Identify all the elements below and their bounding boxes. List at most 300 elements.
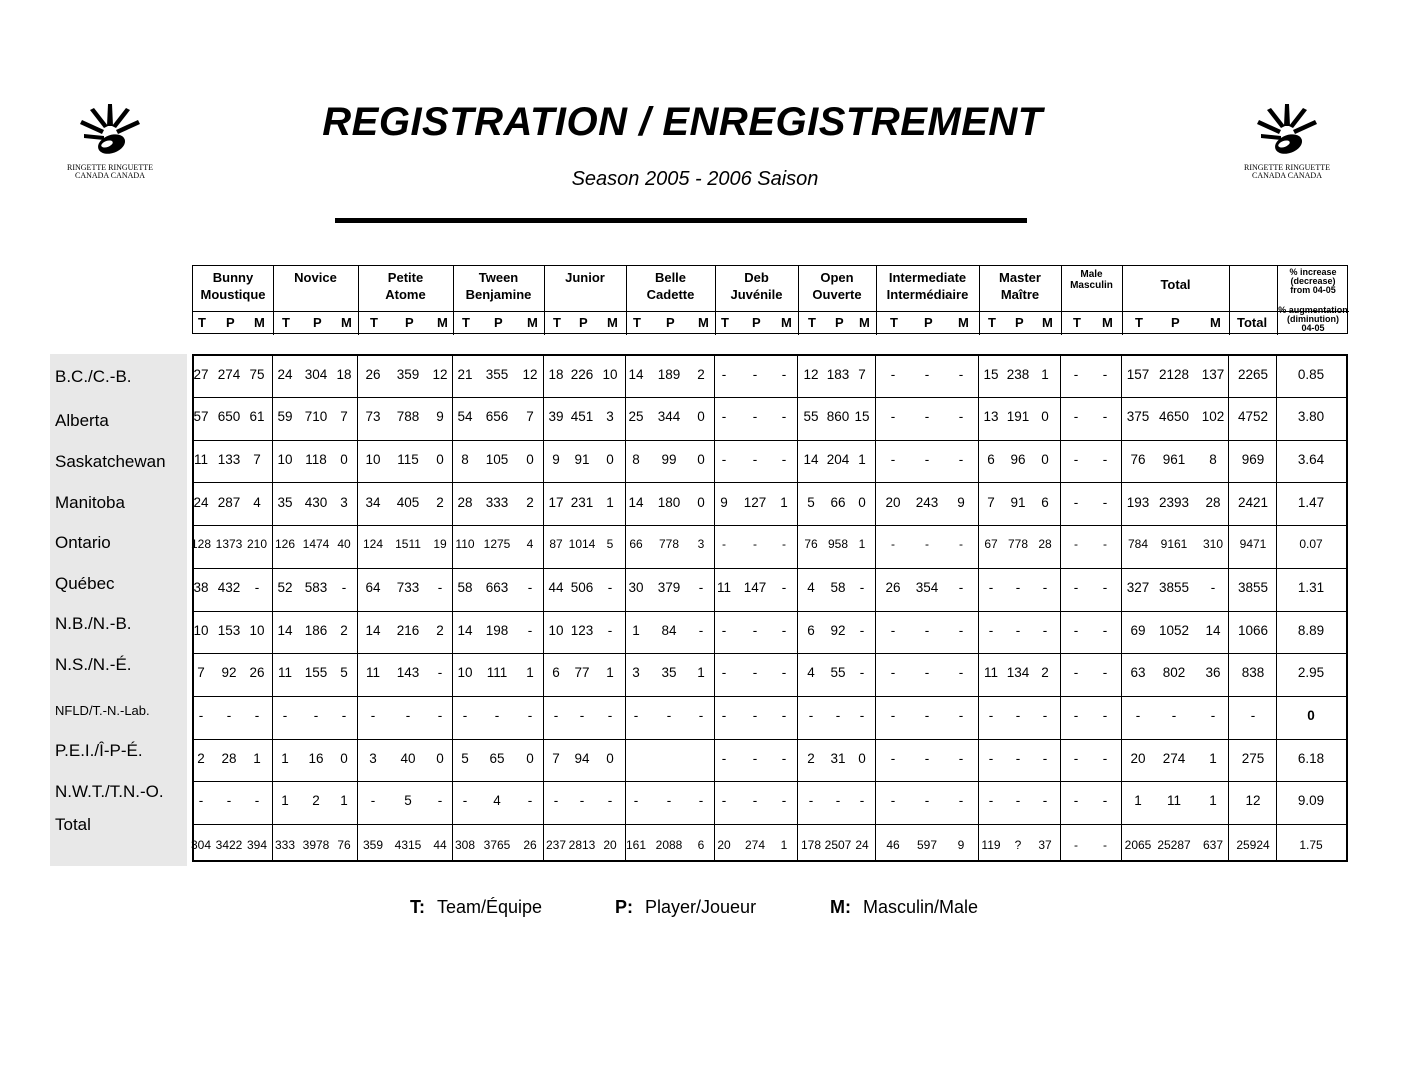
table-cell: 12 bbox=[1245, 793, 1261, 808]
table-cell: 226 bbox=[570, 367, 594, 382]
table-cell: 860 bbox=[826, 409, 850, 424]
subcolumn-header: P bbox=[752, 315, 761, 330]
table-cell: - bbox=[1073, 793, 1079, 808]
table-cell: 128 bbox=[190, 537, 212, 551]
table-cell: 44 bbox=[433, 838, 447, 852]
table-cell: - bbox=[226, 793, 232, 808]
subcolumn-header: T bbox=[1073, 315, 1081, 330]
table-cell: - bbox=[924, 708, 930, 723]
table-cell: 157 bbox=[1126, 367, 1150, 382]
table-cell: - bbox=[1102, 367, 1108, 382]
table-cell: 802 bbox=[1162, 665, 1186, 680]
table-cell: 26 bbox=[365, 367, 381, 382]
table-cell: 1 bbox=[780, 495, 788, 510]
table-cell: 189 bbox=[657, 367, 681, 382]
table-cell: 0.07 bbox=[1299, 537, 1323, 551]
table-cell: 1 bbox=[858, 452, 866, 467]
table-cell: - bbox=[958, 623, 964, 638]
table-cell: 7 bbox=[340, 409, 348, 424]
table-cell: 2 bbox=[526, 495, 534, 510]
subcolumn-header: T bbox=[988, 315, 996, 330]
table-cell: 0 bbox=[526, 751, 534, 766]
table-cell: - bbox=[1073, 751, 1079, 766]
column-separator bbox=[1276, 354, 1277, 862]
table-cell: - bbox=[721, 665, 727, 680]
table-cell: 8 bbox=[632, 452, 640, 467]
table-cell: - bbox=[607, 708, 613, 723]
table-cell: 52 bbox=[277, 580, 293, 595]
table-cell: - bbox=[890, 665, 896, 680]
group-header: Master Maître bbox=[999, 270, 1041, 302]
table-cell: 1 bbox=[780, 838, 788, 852]
table-cell: 274 bbox=[744, 838, 766, 852]
table-cell: 0 bbox=[1041, 409, 1049, 424]
subcolumn-header: M bbox=[527, 315, 538, 330]
table-cell: 2265 bbox=[1237, 367, 1269, 382]
subcolumn-header: T bbox=[553, 315, 561, 330]
table-cell: 39 bbox=[548, 409, 564, 424]
registration-table bbox=[192, 354, 1348, 862]
table-cell: - bbox=[721, 409, 727, 424]
group-header: Deb Juvénile bbox=[730, 270, 783, 302]
table-cell: - bbox=[1171, 708, 1177, 723]
table-cell: - bbox=[721, 452, 727, 467]
table-cell: 359 bbox=[396, 367, 420, 382]
table-cell: - bbox=[1042, 793, 1048, 808]
row-label: Manitoba bbox=[55, 493, 125, 512]
table-cell: 1275 bbox=[483, 537, 511, 551]
table-cell: - bbox=[579, 708, 585, 723]
table-cell: - bbox=[808, 793, 814, 808]
table-cell: 46 bbox=[886, 838, 900, 852]
table-cell: - bbox=[313, 708, 319, 723]
table-cell: 76 bbox=[337, 838, 351, 852]
subcolumn-header: T bbox=[1135, 315, 1143, 330]
table-cell: - bbox=[1073, 665, 1079, 680]
table-cell: 161 bbox=[625, 838, 647, 852]
table-cell: - bbox=[1102, 623, 1108, 638]
table-cell: - bbox=[462, 793, 468, 808]
table-cell: - bbox=[988, 708, 994, 723]
table-cell: - bbox=[988, 793, 994, 808]
table-cell: 2507 bbox=[824, 838, 852, 852]
table-cell: - bbox=[1042, 751, 1048, 766]
subcolumn-header: P bbox=[405, 315, 414, 330]
table-cell: 24 bbox=[277, 367, 293, 382]
table-cell: 9 bbox=[957, 495, 965, 510]
group-header: Petite Atome bbox=[385, 270, 426, 302]
table-cell: 0 bbox=[697, 452, 705, 467]
table-cell: 11 bbox=[983, 665, 999, 680]
table-cell: 28 bbox=[1205, 495, 1221, 510]
table-cell: 958 bbox=[827, 537, 849, 551]
table-cell: 405 bbox=[396, 495, 420, 510]
table-header bbox=[192, 265, 1348, 334]
table-cell: 0 bbox=[436, 751, 444, 766]
table-cell: 8 bbox=[1209, 452, 1217, 467]
table-cell: 11 bbox=[1166, 793, 1182, 808]
column-separator bbox=[272, 354, 273, 862]
table-cell: - bbox=[698, 580, 704, 595]
table-cell: - bbox=[890, 708, 896, 723]
table-cell: 6 bbox=[1041, 495, 1049, 510]
subcolumn-header: T bbox=[721, 315, 729, 330]
table-cell: - bbox=[527, 623, 533, 638]
row-separator bbox=[192, 611, 1348, 612]
subcolumn-header: T bbox=[462, 315, 470, 330]
table-cell: 36 bbox=[1205, 665, 1221, 680]
table-cell: 0 bbox=[340, 751, 348, 766]
table-cell: 784 bbox=[1127, 537, 1149, 551]
header-separator bbox=[273, 266, 274, 335]
table-cell: - bbox=[553, 708, 559, 723]
table-cell: 27 bbox=[193, 367, 209, 382]
table-cell: 12 bbox=[522, 367, 538, 382]
table-cell: 231 bbox=[570, 495, 594, 510]
table-cell: 3422 bbox=[215, 838, 243, 852]
column-separator bbox=[978, 354, 979, 862]
table-cell: 35 bbox=[661, 665, 677, 680]
table-cell: 38 bbox=[193, 580, 209, 595]
table-cell: 76 bbox=[1130, 452, 1146, 467]
table-cell: 5 bbox=[461, 751, 469, 766]
table-cell: - bbox=[859, 623, 865, 638]
table-cell: - bbox=[721, 793, 727, 808]
row-label: Saskatchewan bbox=[55, 452, 166, 471]
table-cell: 216 bbox=[396, 623, 420, 638]
table-cell: 66 bbox=[830, 495, 846, 510]
table-cell: 2 bbox=[436, 623, 444, 638]
table-cell: - bbox=[607, 793, 613, 808]
table-cell: - bbox=[859, 708, 865, 723]
table-cell: 0 bbox=[1041, 452, 1049, 467]
table-cell: 4 bbox=[807, 665, 815, 680]
table-cell: 66 bbox=[629, 537, 643, 551]
table-cell: - bbox=[254, 580, 260, 595]
table-cell: - bbox=[1073, 580, 1079, 595]
table-cell: 7 bbox=[552, 751, 560, 766]
table-cell: - bbox=[1210, 708, 1216, 723]
table-cell: - bbox=[607, 623, 613, 638]
table-cell: 9 bbox=[720, 495, 728, 510]
table-cell: - bbox=[1102, 495, 1108, 510]
table-cell: 9 bbox=[436, 409, 444, 424]
subcolumn-header: P bbox=[666, 315, 675, 330]
table-cell: - bbox=[988, 623, 994, 638]
legend-key: P: bbox=[615, 897, 633, 917]
subcolumn-header: M bbox=[341, 315, 352, 330]
table-cell: 637 bbox=[1202, 838, 1224, 852]
table-cell: 119 bbox=[981, 838, 1001, 852]
table-cell: - bbox=[890, 367, 896, 382]
table-cell: 9 bbox=[957, 838, 965, 852]
table-cell: - bbox=[1073, 708, 1079, 723]
table-cell: - bbox=[890, 409, 896, 424]
table-cell: - bbox=[1074, 537, 1078, 551]
table-cell: - bbox=[1103, 537, 1107, 551]
row-separator bbox=[192, 824, 1348, 825]
table-cell: - bbox=[254, 793, 260, 808]
table-cell: - bbox=[721, 751, 727, 766]
row-label: Ontario bbox=[55, 533, 111, 552]
group-header: Total bbox=[1160, 277, 1191, 292]
table-cell: 126 bbox=[274, 537, 296, 551]
table-cell: 2 bbox=[312, 793, 320, 808]
table-cell: - bbox=[924, 623, 930, 638]
table-cell: 183 bbox=[826, 367, 850, 382]
table-cell: - bbox=[341, 708, 347, 723]
table-cell: 75 bbox=[249, 367, 265, 382]
table-cell: 59 bbox=[277, 409, 293, 424]
row-separator bbox=[192, 482, 1348, 483]
column-separator bbox=[1060, 354, 1061, 862]
row-label: Québec bbox=[55, 574, 115, 593]
table-cell: - bbox=[1073, 367, 1079, 382]
table-cell: 969 bbox=[1241, 452, 1265, 467]
table-cell: - bbox=[607, 580, 613, 595]
table-cell: - bbox=[1102, 708, 1108, 723]
table-cell: 10 bbox=[193, 623, 209, 638]
ringette-canada-logo-right bbox=[1232, 100, 1342, 185]
header-separator bbox=[626, 266, 627, 335]
table-cell: - bbox=[752, 367, 758, 382]
table-cell: 44 bbox=[548, 580, 564, 595]
table-cell: 0 bbox=[858, 495, 866, 510]
table-cell: - bbox=[721, 708, 727, 723]
table-cell: 6 bbox=[552, 665, 560, 680]
table-cell: 91 bbox=[574, 452, 590, 467]
title-divider bbox=[335, 218, 1027, 223]
table-cell: 137 bbox=[1201, 367, 1225, 382]
table-cell: 4 bbox=[807, 580, 815, 595]
table-cell: - bbox=[891, 537, 895, 551]
table-cell: 12 bbox=[803, 367, 819, 382]
table-cell: 58 bbox=[830, 580, 846, 595]
table-cell: 1 bbox=[697, 665, 705, 680]
table-cell: 274 bbox=[217, 367, 241, 382]
table-cell: 2 bbox=[697, 367, 705, 382]
table-cell: 7 bbox=[197, 665, 205, 680]
table-cell: 61 bbox=[249, 409, 265, 424]
pct-header-top: % increase (decrease) from 04-05 bbox=[1289, 267, 1337, 295]
table-cell: 26 bbox=[523, 838, 537, 852]
subcolumn-header: M bbox=[698, 315, 709, 330]
table-cell: 193 bbox=[1126, 495, 1150, 510]
table-cell: 237 bbox=[545, 838, 567, 852]
table-cell: 1.75 bbox=[1299, 838, 1323, 852]
table-cell: - bbox=[1102, 793, 1108, 808]
table-cell: 14 bbox=[457, 623, 473, 638]
table-cell: 2 bbox=[807, 751, 815, 766]
table-cell: - bbox=[494, 708, 500, 723]
table-cell: 3978 bbox=[302, 838, 330, 852]
table-cell: 6 bbox=[807, 623, 815, 638]
column-separator bbox=[543, 354, 544, 862]
table-cell: 10 bbox=[365, 452, 381, 467]
table-cell: 838 bbox=[1241, 665, 1265, 680]
table-cell: - bbox=[752, 623, 758, 638]
table-cell: 20 bbox=[603, 838, 617, 852]
row-label: N.W.T./T.N.-O. bbox=[55, 782, 164, 801]
subcolumn-header: M bbox=[958, 315, 969, 330]
table-cell: - bbox=[1102, 409, 1108, 424]
table-cell: 650 bbox=[217, 409, 241, 424]
subcolumn-header: M bbox=[607, 315, 618, 330]
table-cell: 19 bbox=[433, 537, 447, 551]
table-cell: 28 bbox=[457, 495, 473, 510]
table-cell: 134 bbox=[1006, 665, 1030, 680]
table-cell: 1474 bbox=[302, 537, 330, 551]
table-cell: 2 bbox=[1041, 665, 1049, 680]
logo-caption: RINGETTE RINGUETTE CANADA CANADA bbox=[67, 163, 153, 180]
table-cell: 35 bbox=[277, 495, 293, 510]
table-cell: - bbox=[958, 580, 964, 595]
table-cell: 5 bbox=[606, 537, 614, 551]
table-cell: 210 bbox=[246, 537, 268, 551]
subcolumn-header: M bbox=[1042, 315, 1053, 330]
ringette-canada-logo-left bbox=[55, 100, 165, 185]
table-cell: 333 bbox=[485, 495, 509, 510]
table-cell: - bbox=[808, 708, 814, 723]
row-label: Total bbox=[55, 815, 91, 834]
table-cell: 0 bbox=[858, 751, 866, 766]
table-cell: - bbox=[698, 623, 704, 638]
table-cell: 153 bbox=[217, 623, 241, 638]
table-cell: 7 bbox=[253, 452, 261, 467]
table-cell: 21 bbox=[457, 367, 473, 382]
table-cell: 14 bbox=[365, 623, 381, 638]
table-cell: 65 bbox=[489, 751, 505, 766]
table-cell: - bbox=[1015, 708, 1021, 723]
table-cell: - bbox=[835, 708, 841, 723]
table-cell: 0 bbox=[697, 409, 705, 424]
table-cell: 96 bbox=[1010, 452, 1026, 467]
table-cell: 40 bbox=[337, 537, 351, 551]
table-cell: - bbox=[782, 537, 786, 551]
subcolumn-header: M bbox=[859, 315, 870, 330]
group-header: Bunny Moustique bbox=[200, 270, 266, 302]
table-cell: 94 bbox=[574, 751, 590, 766]
table-cell: - bbox=[781, 751, 787, 766]
table-cell: - bbox=[924, 452, 930, 467]
table-cell: 14 bbox=[628, 495, 644, 510]
table-cell: 2421 bbox=[1237, 495, 1269, 510]
table-cell: 102 bbox=[1201, 409, 1225, 424]
maple-leaf-icon bbox=[55, 100, 165, 162]
table-cell: 11 bbox=[193, 452, 209, 467]
table-cell: - bbox=[1015, 793, 1021, 808]
subcolumn-header: T bbox=[890, 315, 898, 330]
table-cell: - bbox=[859, 793, 865, 808]
header-separator bbox=[798, 266, 799, 335]
table-cell: 84 bbox=[661, 623, 677, 638]
table-cell: 18 bbox=[548, 367, 564, 382]
table-cell: 57 bbox=[193, 409, 209, 424]
table-cell: - bbox=[753, 537, 757, 551]
table-cell: 11 bbox=[277, 665, 293, 680]
table-cell: 55 bbox=[803, 409, 819, 424]
table-cell: 92 bbox=[830, 623, 846, 638]
table-cell: 9.09 bbox=[1297, 793, 1325, 808]
table-cell: - bbox=[1073, 623, 1079, 638]
table-cell: 344 bbox=[657, 409, 681, 424]
table-cell: 30 bbox=[628, 580, 644, 595]
row-separator bbox=[192, 696, 1348, 697]
table-cell: 4 bbox=[493, 793, 501, 808]
table-cell: - bbox=[890, 623, 896, 638]
table-cell: - bbox=[781, 708, 787, 723]
table-cell: 430 bbox=[304, 495, 328, 510]
table-cell: 28 bbox=[1038, 537, 1052, 551]
table-cell: 5 bbox=[340, 665, 348, 680]
table-cell: 8 bbox=[461, 452, 469, 467]
legend-key: T: bbox=[410, 897, 425, 917]
table-cell: 13 bbox=[983, 409, 999, 424]
table-cell: - bbox=[1015, 623, 1021, 638]
table-cell: 87 bbox=[549, 537, 563, 551]
table-cell: - bbox=[721, 367, 727, 382]
table-cell: - bbox=[698, 793, 704, 808]
table-cell: 2.95 bbox=[1297, 665, 1325, 680]
subcolumn-header: M bbox=[254, 315, 265, 330]
table-cell: - bbox=[958, 665, 964, 680]
table-cell: 24 bbox=[855, 838, 869, 852]
table-cell: 2 bbox=[197, 751, 205, 766]
table-cell: - bbox=[781, 452, 787, 467]
table-cell: 1 bbox=[1134, 793, 1142, 808]
table-cell: 133 bbox=[217, 452, 241, 467]
table-cell: 275 bbox=[1241, 751, 1265, 766]
total-column-header: Total bbox=[1237, 315, 1268, 330]
table-cell: - bbox=[752, 708, 758, 723]
table-cell: - bbox=[198, 708, 204, 723]
table-cell: - bbox=[890, 452, 896, 467]
table-cell: - bbox=[1073, 452, 1079, 467]
table-cell: 583 bbox=[304, 580, 328, 595]
table-cell: 354 bbox=[915, 580, 939, 595]
row-separator bbox=[192, 525, 1348, 526]
table-cell: 115 bbox=[397, 452, 419, 467]
table-cell: - bbox=[752, 452, 758, 467]
row-separator bbox=[192, 568, 1348, 569]
table-cell: - bbox=[924, 409, 930, 424]
table-cell: 1511 bbox=[395, 537, 421, 551]
table-cell: - bbox=[1102, 751, 1108, 766]
table-cell: 31 bbox=[830, 751, 846, 766]
table-cell: - bbox=[752, 665, 758, 680]
table-cell: 9471 bbox=[1239, 537, 1267, 551]
table-cell: - bbox=[437, 708, 443, 723]
table-cell: 238 bbox=[1006, 367, 1030, 382]
table-cell: - bbox=[924, 793, 930, 808]
row-label: N.B./N.-B. bbox=[55, 614, 132, 633]
table-cell: 788 bbox=[396, 409, 420, 424]
table-cell: 2 bbox=[340, 623, 348, 638]
subcolumn-header: T bbox=[633, 315, 641, 330]
table-cell: 55 bbox=[830, 665, 846, 680]
table-cell: 1 bbox=[281, 793, 289, 808]
table-cell: 2813 bbox=[568, 838, 596, 852]
table-cell: - bbox=[1102, 580, 1108, 595]
table-cell: - bbox=[282, 708, 288, 723]
table-cell: - bbox=[752, 409, 758, 424]
subcolumn-header: M bbox=[1210, 315, 1221, 330]
table-cell: 10 bbox=[277, 452, 293, 467]
table-cell: 147 bbox=[743, 580, 767, 595]
table-cell: - bbox=[958, 409, 964, 424]
table-cell: 54 bbox=[457, 409, 473, 424]
table-cell: 1 bbox=[1209, 793, 1217, 808]
